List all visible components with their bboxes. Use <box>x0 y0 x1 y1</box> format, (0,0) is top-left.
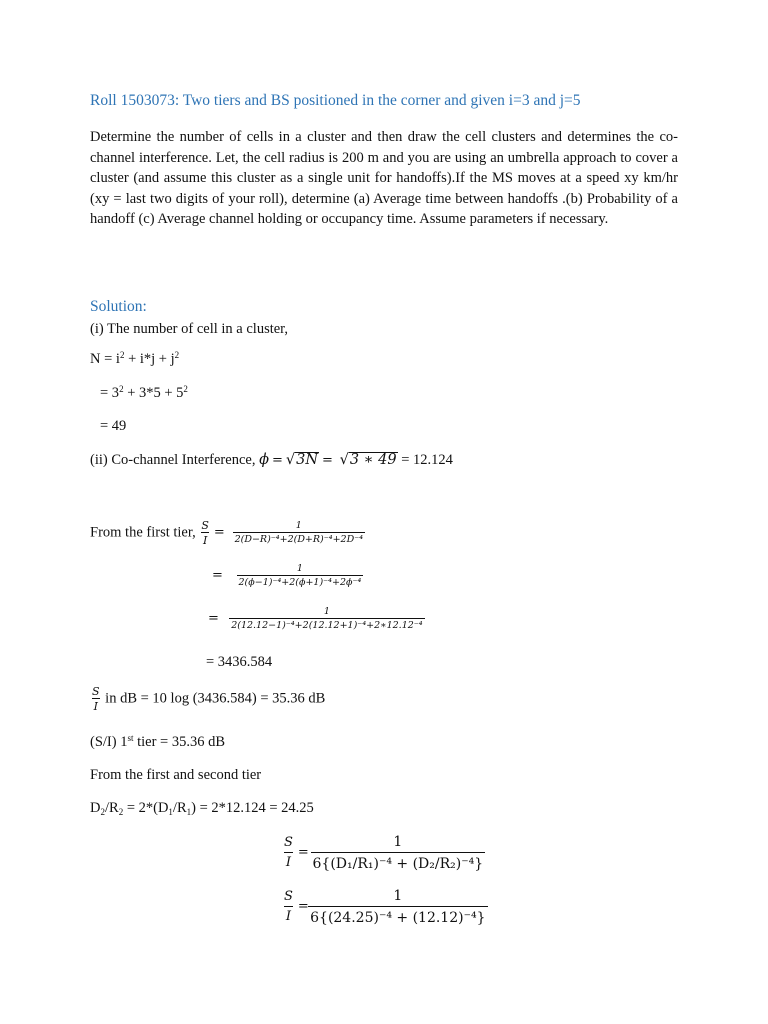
problem-statement: Determine the number of cells in a cluster and then draw the cell clusters and determines the co-channel interference. Let, the cell radius is 200 m and you are using an umbrella approach to cover a cluster (and assume this cluster as a single unit for handoffs).If the MS moves at a speed xy km/hr (xy = last two digits of your roll), determine (a) Average time between handoffs .(b) Probability of a handoff (c) Average channel holding or occupancy time. Assume parameters if necessary. <box>90 129 678 228</box>
solution-heading: Solution: <box>90 298 147 315</box>
second-tier-label: From the first and second tier <box>90 767 262 783</box>
si-fraction: $\frac{S}{I}$ <box>201 519 209 547</box>
distance-ratio-relation: $D_2/R_2 = 2*(D_1/R_1) = 2*12.124 = 24.25$ <box>90 800 314 817</box>
cluster-formula: $N = i^2 + i*j + j^2$ <box>90 350 180 367</box>
first-tier-result: = 3436.584 <box>206 654 273 670</box>
first-tier-si: (S/I) 1st tier = 35.36 dB <box>90 733 226 750</box>
two-tier-general-equation: $\frac{S}{I}$ = $\frac{1}{\text{6\{(D₁/R₁)⁻⁴ + (D₂/R₂)⁻⁴\}}}$ <box>284 834 484 872</box>
cluster-substitution: = $3^2 + 3*5 + 5^2$ <box>100 384 188 401</box>
cluster-result: = 49 <box>100 418 127 434</box>
first-tier-numeric-equation: = $\frac{1}{\text{2(12.12−1)⁻⁴+2(12.12+1)⁻⁴+2∗12.12⁻⁴}}$ <box>208 606 423 631</box>
step1-label: (i) The number of cell in a cluster, <box>90 321 289 337</box>
co-channel-interference: (ii) Co-channel Interference, ϕ = √3N = √3 ∗ 49 = 12.124 <box>90 452 453 468</box>
two-tier-numeric-equation: $\frac{S}{I}$ = $\frac{1}{\text{6\{(24.25)⁻⁴ + (12.12)⁻⁴\}}}$ <box>284 888 486 926</box>
first-tier-phi-equation: = $\frac{1}{\text{2(ϕ−1)⁻⁴+2(ϕ+1)⁻⁴+2ϕ⁻⁴}}$ <box>212 563 362 588</box>
problem-title: Roll 1503073: Two tiers and BS positioned in the corner and given i=3 and j=5 <box>90 92 581 109</box>
first-tier-equation: From the first tier, $\frac{S}{I}$ = $\frac{1}{\text{2(D−R)⁻⁴+2(D+R)⁻⁴+2D⁻⁴}}$ <box>90 519 364 547</box>
si-db-line: $\frac{S}{I}$ in dB = 10 log (3436.584) = 35.36 dB <box>92 685 326 713</box>
